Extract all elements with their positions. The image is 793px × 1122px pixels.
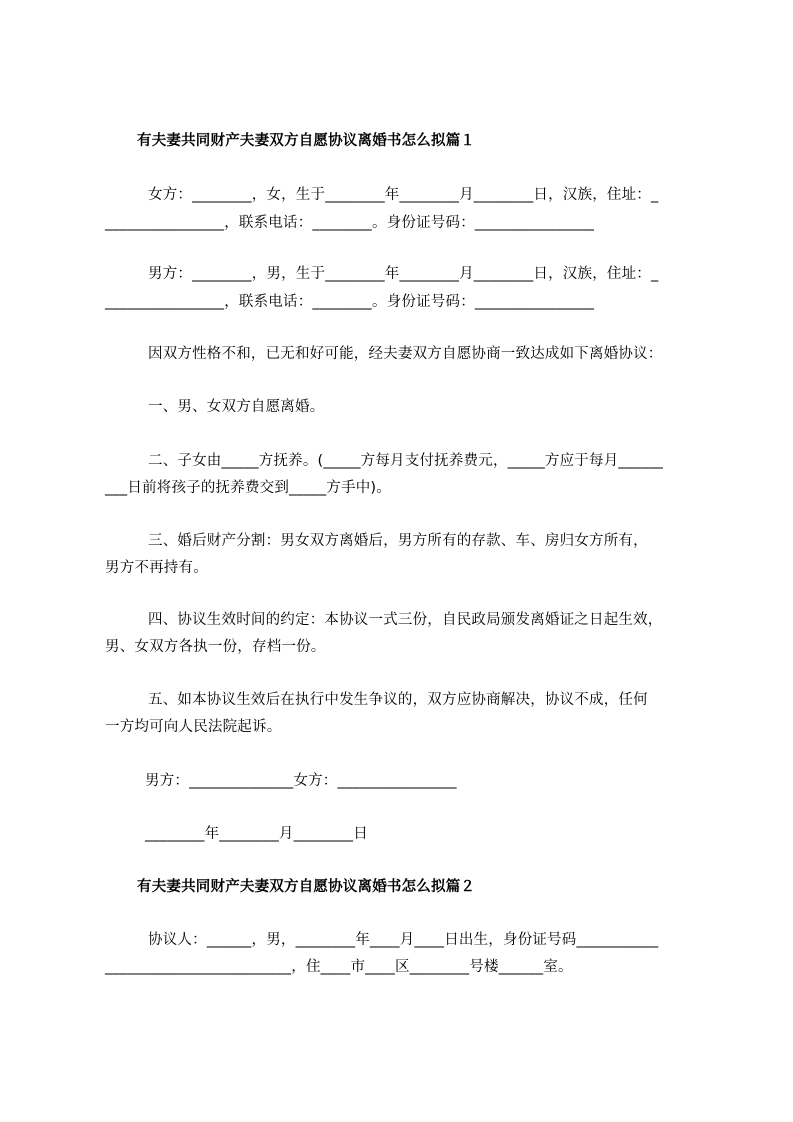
- clause-3-line-1: 三、婚后财产分割：男女双方离婚后，男方所有的存款、车、房归女方所有，: [148, 533, 648, 549]
- section1-title: 有夫妻共同财产夫妻双方自愿协议离婚书怎么拟篇１: [137, 133, 476, 149]
- party-info-line-2: _________________________，住____市____区________号楼______室。: [105, 959, 573, 975]
- clause-4-line-1: 四、协议生效时间的约定：本协议一式三份，自民政局颁发离婚证之日起生效，: [148, 612, 663, 628]
- female-info-line-1: 女方：________，女，生于________年________月________日，汉族，住址：_: [148, 187, 659, 203]
- clause-2-line-1: 二、子女由_____方抚养。(_____方每月支付抚养费元，_____方应于每月______: [148, 453, 664, 469]
- female-info-line-2: ________________，联系电话：________。身份证号码：________________: [105, 215, 595, 231]
- clause-2-line-2: ___日前将孩子的抚养费交到_____方手中)。: [105, 480, 391, 496]
- clause-1: 一、男、女双方自愿离婚。: [148, 399, 325, 415]
- party-info-line-1: 协议人：______，男，________年____月____日出生，身份证号码___________: [148, 932, 659, 948]
- clause-4-line-2: 男、女双方各执一份，存档一份。: [105, 639, 326, 655]
- signature-line: 男方：______________女方：________________: [145, 773, 457, 789]
- clause-5-line-2: 一方均可向人民法院起诉。: [105, 719, 282, 735]
- intro-paragraph: 因双方性格不和，已无和好可能，经夫妻双方自愿协商一致达成如下离婚协议：: [148, 346, 663, 362]
- clause-3-line-2: 男方不再持有。: [105, 560, 208, 576]
- male-info-line-1: 男方：________，男，生于________年________月________日，汉族，住址：_: [148, 266, 659, 282]
- male-info-line-2: ________________，联系电话：________。身份证号码：________________: [105, 294, 595, 310]
- section2-title: 有夫妻共同财产夫妻双方自愿协议离婚书怎么拟篇２: [137, 879, 476, 895]
- date-line: ________年________月________日: [145, 826, 368, 842]
- clause-5-line-1: 五、如本协议生效后在执行中发生争议的，双方应协商解决，协议不成，任何: [148, 692, 648, 708]
